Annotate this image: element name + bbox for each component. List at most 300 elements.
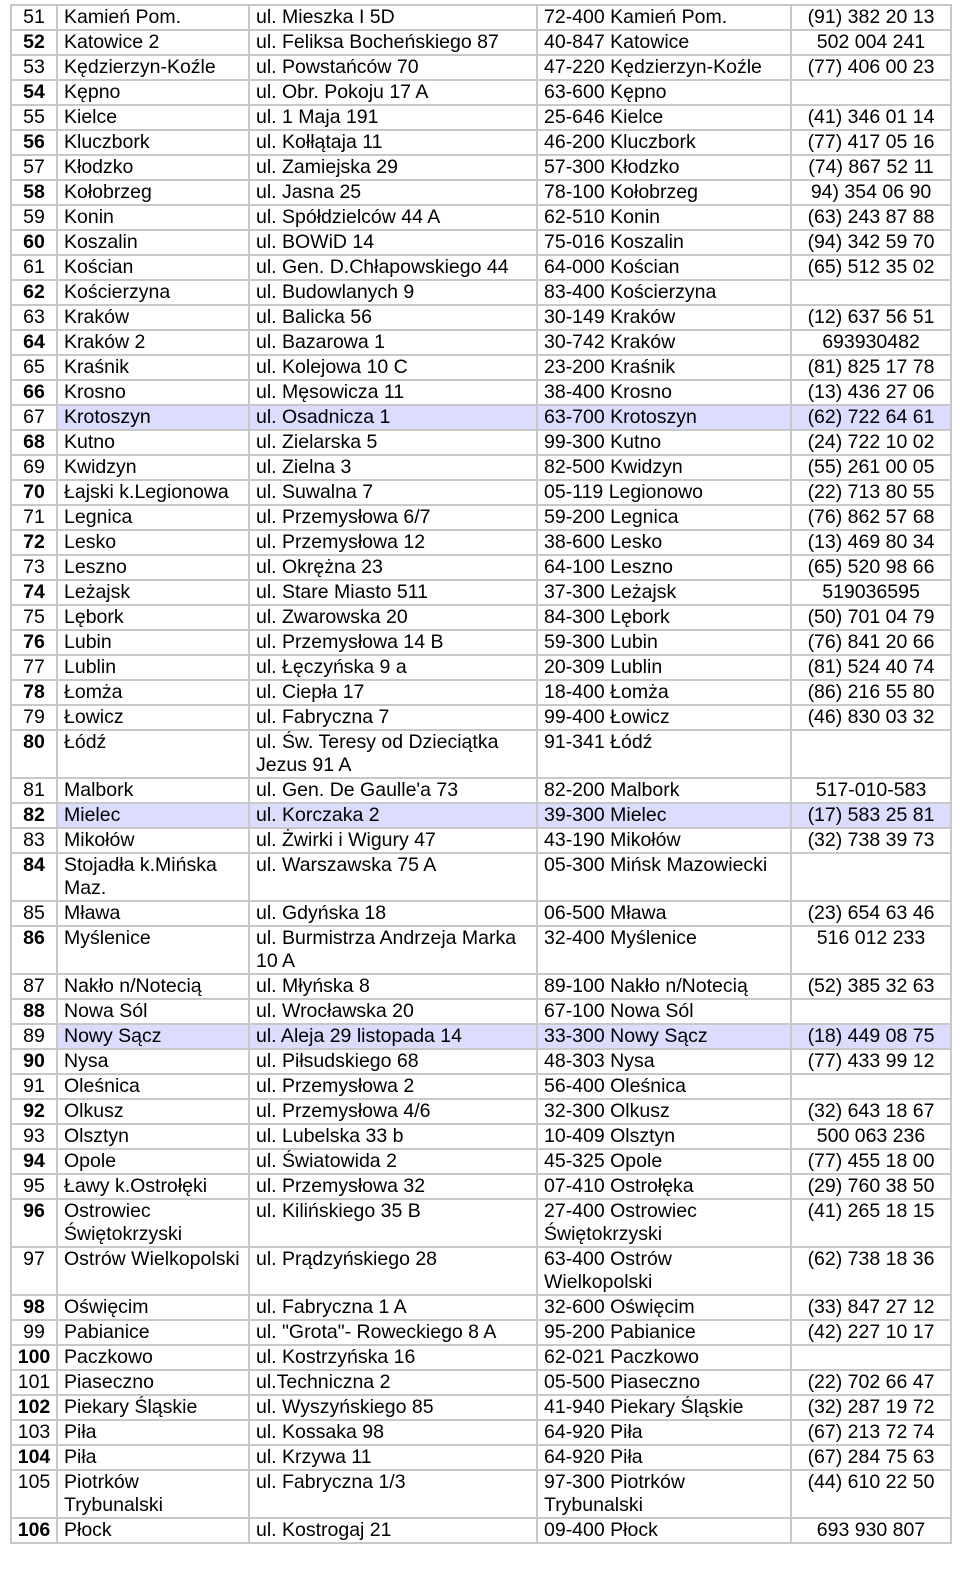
postal-city-cell: 45-325 Opole <box>537 1149 791 1174</box>
phone-cell: (29) 760 38 50 <box>791 1174 951 1199</box>
table-row <box>11 655 951 680</box>
row-number-cell: 98 <box>11 1295 57 1320</box>
row-number-cell: 63 <box>11 305 57 330</box>
postal-city-cell: 67-100 Nowa Sól <box>537 999 791 1024</box>
table-row <box>11 130 951 155</box>
postal-city-cell: 89-100 Nakło n/Notecią <box>537 974 791 999</box>
row-number-cell: 52 <box>11 30 57 55</box>
street-cell: ul. Św. Teresy od Dzieciątka Jezus 91 A <box>249 730 537 778</box>
city-cell: Mikołów <box>57 828 249 853</box>
postal-city-cell: 30-149 Kraków <box>537 305 791 330</box>
city-cell: Kędzierzyn-Koźle <box>57 55 249 80</box>
street-cell: ul. Łęczyńska 9 a <box>249 655 537 680</box>
street-cell: ul. Gen. D.Chłapowskiego 44 <box>249 255 537 280</box>
table-row <box>11 380 951 405</box>
street-cell: ul. Aleja 29 listopada 14 <box>249 1024 537 1049</box>
postal-city-cell: 63-600 Kępno <box>537 80 791 105</box>
street-cell: ul. Przemysłowa 6/7 <box>249 505 537 530</box>
postal-city-cell: 62-021 Paczkowo <box>537 1345 791 1370</box>
table-row <box>11 305 951 330</box>
street-cell: ul. Balicka 56 <box>249 305 537 330</box>
branch-address-table <box>10 4 952 1544</box>
postal-city-cell: 47-220 Kędzierzyn-Koźle <box>537 55 791 80</box>
city-cell: Kołobrzeg <box>57 180 249 205</box>
postal-city-cell: 63-400 Ostrów Wielkopolski <box>537 1247 791 1295</box>
city-cell: Malbork <box>57 778 249 803</box>
phone-cell <box>791 1074 951 1099</box>
city-cell: Płock <box>57 1518 249 1543</box>
postal-city-cell: 32-600 Oświęcim <box>537 1295 791 1320</box>
postal-city-cell: 40-847 Katowice <box>537 30 791 55</box>
row-number-cell: 94 <box>11 1149 57 1174</box>
postal-city-cell: 59-300 Lubin <box>537 630 791 655</box>
table-row <box>11 605 951 630</box>
row-number-cell: 58 <box>11 180 57 205</box>
postal-city-cell: 09-400 Płock <box>537 1518 791 1543</box>
table-row <box>11 630 951 655</box>
phone-cell <box>791 1345 951 1370</box>
city-cell: Ostrowiec Świętokrzyski <box>57 1199 249 1247</box>
street-cell: ul. Bazarowa 1 <box>249 330 537 355</box>
street-cell: ul. Zamiejska 29 <box>249 155 537 180</box>
phone-cell: (62) 738 18 36 <box>791 1247 951 1295</box>
row-number-cell: 102 <box>11 1395 57 1420</box>
city-cell: Nysa <box>57 1049 249 1074</box>
city-cell: Mielec <box>57 803 249 828</box>
table-row <box>11 205 951 230</box>
row-number-cell: 78 <box>11 680 57 705</box>
city-cell: Koszalin <box>57 230 249 255</box>
phone-cell: (77) 406 00 23 <box>791 55 951 80</box>
row-number-cell: 83 <box>11 828 57 853</box>
postal-city-cell: 62-510 Konin <box>537 205 791 230</box>
street-cell: ul. Męsowicza 11 <box>249 380 537 405</box>
table-row <box>11 405 951 430</box>
street-cell: ul. Prądzyńskiego 28 <box>249 1247 537 1295</box>
street-cell: ul. Burmistrza Andrzeja Marka 10 A <box>249 926 537 974</box>
city-cell: Ławy k.Ostrołęki <box>57 1174 249 1199</box>
postal-city-cell: 82-500 Kwidzyn <box>537 455 791 480</box>
street-cell: ul. Stare Miasto 511 <box>249 580 537 605</box>
phone-cell: 693 930 807 <box>791 1518 951 1543</box>
street-cell: ul. Zielarska 5 <box>249 430 537 455</box>
table-row <box>11 1124 951 1149</box>
row-number-cell: 68 <box>11 430 57 455</box>
postal-city-cell: 64-920 Piła <box>537 1420 791 1445</box>
street-cell: ul. Feliksa Bocheńskiego 87 <box>249 30 537 55</box>
postal-city-cell: 48-303 Nysa <box>537 1049 791 1074</box>
table-row <box>11 255 951 280</box>
postal-city-cell: 64-920 Piła <box>537 1445 791 1470</box>
city-cell: Kluczbork <box>57 130 249 155</box>
table-row <box>11 1247 951 1295</box>
phone-cell: (44) 610 22 50 <box>791 1470 951 1518</box>
table-row <box>11 705 951 730</box>
table-body <box>11 5 951 1543</box>
table-row <box>11 1049 951 1074</box>
row-number-cell: 73 <box>11 555 57 580</box>
street-cell: ul. Kołłątaja 11 <box>249 130 537 155</box>
postal-city-cell: 95-200 Pabianice <box>537 1320 791 1345</box>
street-cell: ul. Lubelska 33 b <box>249 1124 537 1149</box>
row-number-cell: 89 <box>11 1024 57 1049</box>
row-number-cell: 55 <box>11 105 57 130</box>
table-row <box>11 1295 951 1320</box>
phone-cell <box>791 280 951 305</box>
city-cell: Nakło n/Notecią <box>57 974 249 999</box>
phone-cell: 693930482 <box>791 330 951 355</box>
postal-city-cell: 23-200 Kraśnik <box>537 355 791 380</box>
row-number-cell: 62 <box>11 280 57 305</box>
row-number-cell: 101 <box>11 1370 57 1395</box>
phone-cell: (77) 455 18 00 <box>791 1149 951 1174</box>
city-cell: Opole <box>57 1149 249 1174</box>
table-row <box>11 1174 951 1199</box>
phone-cell: (52) 385 32 63 <box>791 974 951 999</box>
table-row <box>11 1345 951 1370</box>
row-number-cell: 56 <box>11 130 57 155</box>
row-number-cell: 80 <box>11 730 57 778</box>
street-cell: ul. Młyńska 8 <box>249 974 537 999</box>
phone-cell: (32) 287 19 72 <box>791 1395 951 1420</box>
postal-city-cell: 25-646 Kielce <box>537 105 791 130</box>
row-number-cell: 82 <box>11 803 57 828</box>
phone-cell: (86) 216 55 80 <box>791 680 951 705</box>
table-row <box>11 80 951 105</box>
street-cell: ul. Żwirki i Wigury 47 <box>249 828 537 853</box>
phone-cell: (32) 643 18 67 <box>791 1099 951 1124</box>
street-cell: ul. Obr. Pokoju 17 A <box>249 80 537 105</box>
city-cell: Kielce <box>57 105 249 130</box>
table-row <box>11 105 951 130</box>
street-cell: ul. Suwalna 7 <box>249 480 537 505</box>
table-row <box>11 555 951 580</box>
street-cell: ul. Przemysłowa 14 B <box>249 630 537 655</box>
street-cell: ul. Światowida 2 <box>249 1149 537 1174</box>
phone-cell: (67) 213 72 74 <box>791 1420 951 1445</box>
city-cell: Kwidzyn <box>57 455 249 480</box>
city-cell: Piekary Śląskie <box>57 1395 249 1420</box>
row-number-cell: 92 <box>11 1099 57 1124</box>
street-cell: ul. Okrężna 23 <box>249 555 537 580</box>
phone-cell: (32) 738 39 73 <box>791 828 951 853</box>
city-cell: Myślenice <box>57 926 249 974</box>
street-cell: ul. BOWiD 14 <box>249 230 537 255</box>
phone-cell: (22) 713 80 55 <box>791 480 951 505</box>
phone-cell: (18) 449 08 75 <box>791 1024 951 1049</box>
city-cell: Olkusz <box>57 1099 249 1124</box>
table-row <box>11 778 951 803</box>
postal-city-cell: 99-300 Kutno <box>537 430 791 455</box>
table-row <box>11 1024 951 1049</box>
table-row <box>11 828 951 853</box>
row-number-cell: 53 <box>11 55 57 80</box>
phone-cell: (46) 830 03 32 <box>791 705 951 730</box>
city-cell: Łowicz <box>57 705 249 730</box>
row-number-cell: 64 <box>11 330 57 355</box>
city-cell: Stojadła k.Mińska Maz. <box>57 853 249 901</box>
phone-cell: (41) 265 18 15 <box>791 1199 951 1247</box>
street-cell: ul. Zwarowska 20 <box>249 605 537 630</box>
postal-city-cell: 75-016 Koszalin <box>537 230 791 255</box>
street-cell: ul. Powstańców 70 <box>249 55 537 80</box>
row-number-cell: 71 <box>11 505 57 530</box>
street-cell: ul. Kostrogaj 21 <box>249 1518 537 1543</box>
row-number-cell: 61 <box>11 255 57 280</box>
city-cell: Mława <box>57 901 249 926</box>
phone-cell <box>791 730 951 778</box>
row-number-cell: 90 <box>11 1049 57 1074</box>
table-row <box>11 430 951 455</box>
street-cell: ul. Fabryczna 7 <box>249 705 537 730</box>
phone-cell: (81) 524 40 74 <box>791 655 951 680</box>
postal-city-cell: 32-300 Olkusz <box>537 1099 791 1124</box>
phone-cell <box>791 80 951 105</box>
row-number-cell: 75 <box>11 605 57 630</box>
city-cell: Paczkowo <box>57 1345 249 1370</box>
table-row <box>11 1199 951 1247</box>
city-cell: Piła <box>57 1445 249 1470</box>
street-cell: ul. Warszawska 75 A <box>249 853 537 901</box>
table-row <box>11 1470 951 1518</box>
phone-cell: (41) 346 01 14 <box>791 105 951 130</box>
postal-city-cell: 18-400 Łomża <box>537 680 791 705</box>
row-number-cell: 76 <box>11 630 57 655</box>
phone-cell: (23) 654 63 46 <box>791 901 951 926</box>
phone-cell: 94) 354 06 90 <box>791 180 951 205</box>
street-cell: ul. Osadnicza 1 <box>249 405 537 430</box>
postal-city-cell: 72-400 Kamień Pom. <box>537 5 791 30</box>
row-number-cell: 70 <box>11 480 57 505</box>
table-row <box>11 680 951 705</box>
city-cell: Piotrków Trybunalski <box>57 1470 249 1518</box>
postal-city-cell: 56-400 Oleśnica <box>537 1074 791 1099</box>
phone-cell: (17) 583 25 81 <box>791 803 951 828</box>
street-cell: ul. Przemysłowa 2 <box>249 1074 537 1099</box>
city-cell: Nowa Sól <box>57 999 249 1024</box>
street-cell: ul. Fabryczna 1 A <box>249 1295 537 1320</box>
table-row <box>11 730 951 778</box>
city-cell: Lębork <box>57 605 249 630</box>
table-row <box>11 505 951 530</box>
row-number-cell: 86 <box>11 926 57 974</box>
street-cell: ul. 1 Maja 191 <box>249 105 537 130</box>
row-number-cell: 106 <box>11 1518 57 1543</box>
postal-city-cell: 83-400 Kościerzyna <box>537 280 791 305</box>
phone-cell: (12) 637 56 51 <box>791 305 951 330</box>
postal-city-cell: 38-400 Krosno <box>537 380 791 405</box>
street-cell: ul. Zielna 3 <box>249 455 537 480</box>
phone-cell: (65) 520 98 66 <box>791 555 951 580</box>
postal-city-cell: 39-300 Mielec <box>537 803 791 828</box>
street-cell: ul. "Grota"- Roweckiego 8 A <box>249 1320 537 1345</box>
city-cell: Ostrów Wielkopolski <box>57 1247 249 1295</box>
phone-cell: (77) 417 05 16 <box>791 130 951 155</box>
phone-cell <box>791 853 951 901</box>
street-cell: ul. Gdyńska 18 <box>249 901 537 926</box>
row-number-cell: 81 <box>11 778 57 803</box>
postal-city-cell: 05-300 Mińsk Mazowiecki <box>537 853 791 901</box>
table-row <box>11 280 951 305</box>
phone-cell: (76) 862 57 68 <box>791 505 951 530</box>
phone-cell: (50) 701 04 79 <box>791 605 951 630</box>
street-cell: ul. Piłsudskiego 68 <box>249 1049 537 1074</box>
city-cell: Oleśnica <box>57 1074 249 1099</box>
postal-city-cell: 05-119 Legionowo <box>537 480 791 505</box>
street-cell: ul. Kossaka 98 <box>249 1420 537 1445</box>
row-number-cell: 103 <box>11 1420 57 1445</box>
phone-cell: (55) 261 00 05 <box>791 455 951 480</box>
phone-cell: (42) 227 10 17 <box>791 1320 951 1345</box>
city-cell: Pabianice <box>57 1320 249 1345</box>
row-number-cell: 84 <box>11 853 57 901</box>
city-cell: Legnica <box>57 505 249 530</box>
table-row <box>11 155 951 180</box>
postal-city-cell: 32-400 Myślenice <box>537 926 791 974</box>
row-number-cell: 100 <box>11 1345 57 1370</box>
city-cell: Łomża <box>57 680 249 705</box>
postal-city-cell: 64-000 Kościan <box>537 255 791 280</box>
city-cell: Olsztyn <box>57 1124 249 1149</box>
row-number-cell: 105 <box>11 1470 57 1518</box>
city-cell: Kraków 2 <box>57 330 249 355</box>
row-number-cell: 67 <box>11 405 57 430</box>
postal-city-cell: 41-940 Piekary Śląskie <box>537 1395 791 1420</box>
city-cell: Kraków <box>57 305 249 330</box>
city-cell: Łódź <box>57 730 249 778</box>
row-number-cell: 87 <box>11 974 57 999</box>
table-row <box>11 1445 951 1470</box>
street-cell: ul. Fabryczna 1/3 <box>249 1470 537 1518</box>
table-row <box>11 30 951 55</box>
table-row <box>11 355 951 380</box>
table-row <box>11 55 951 80</box>
street-cell: ul. Gen. De Gaulle'a 73 <box>249 778 537 803</box>
street-cell: ul. Mieszka I 5D <box>249 5 537 30</box>
postal-city-cell: 10-409 Olsztyn <box>537 1124 791 1149</box>
phone-cell: 502 004 241 <box>791 30 951 55</box>
street-cell: ul. Krzywa 11 <box>249 1445 537 1470</box>
table-row <box>11 974 951 999</box>
street-cell: ul.Techniczna 2 <box>249 1370 537 1395</box>
phone-cell: 516 012 233 <box>791 926 951 974</box>
postal-city-cell: 07-410 Ostrołęka <box>537 1174 791 1199</box>
street-cell: ul. Wyszyńskiego 85 <box>249 1395 537 1420</box>
phone-cell: (62) 722 64 61 <box>791 405 951 430</box>
table-row <box>11 1395 951 1420</box>
phone-cell: (91) 382 20 13 <box>791 5 951 30</box>
phone-cell: (94) 342 59 70 <box>791 230 951 255</box>
street-cell: ul. Jasna 25 <box>249 180 537 205</box>
city-cell: Piła <box>57 1420 249 1445</box>
city-cell: Leszno <box>57 555 249 580</box>
row-number-cell: 85 <box>11 901 57 926</box>
phone-cell: (76) 841 20 66 <box>791 630 951 655</box>
phone-cell: (22) 702 66 47 <box>791 1370 951 1395</box>
row-number-cell: 72 <box>11 530 57 555</box>
row-number-cell: 99 <box>11 1320 57 1345</box>
postal-city-cell: 38-600 Lesko <box>537 530 791 555</box>
row-number-cell: 91 <box>11 1074 57 1099</box>
table-row <box>11 1370 951 1395</box>
phone-cell: (33) 847 27 12 <box>791 1295 951 1320</box>
phone-cell: 519036595 <box>791 580 951 605</box>
postal-city-cell: 82-200 Malbork <box>537 778 791 803</box>
city-cell: Leżajsk <box>57 580 249 605</box>
phone-cell: (77) 433 99 12 <box>791 1049 951 1074</box>
city-cell: Piaseczno <box>57 1370 249 1395</box>
postal-city-cell: 20-309 Lublin <box>537 655 791 680</box>
table-row <box>11 580 951 605</box>
row-number-cell: 69 <box>11 455 57 480</box>
table-row <box>11 999 951 1024</box>
city-cell: Kamień Pom. <box>57 5 249 30</box>
row-number-cell: 104 <box>11 1445 57 1470</box>
row-number-cell: 51 <box>11 5 57 30</box>
street-cell: ul. Kolejowa 10 C <box>249 355 537 380</box>
row-number-cell: 93 <box>11 1124 57 1149</box>
street-cell: ul. Budowlanych 9 <box>249 280 537 305</box>
postal-city-cell: 84-300 Lębork <box>537 605 791 630</box>
table-row <box>11 1420 951 1445</box>
postal-city-cell: 37-300 Leżajsk <box>537 580 791 605</box>
phone-cell: (67) 284 75 63 <box>791 1445 951 1470</box>
row-number-cell: 97 <box>11 1247 57 1295</box>
row-number-cell: 95 <box>11 1174 57 1199</box>
postal-city-cell: 33-300 Nowy Sącz <box>537 1024 791 1049</box>
phone-cell: 517-010-583 <box>791 778 951 803</box>
phone-cell: (63) 243 87 88 <box>791 205 951 230</box>
table-row <box>11 853 951 901</box>
table-row <box>11 530 951 555</box>
table-row <box>11 1099 951 1124</box>
row-number-cell: 57 <box>11 155 57 180</box>
postal-city-cell: 30-742 Kraków <box>537 330 791 355</box>
phone-cell: (13) 436 27 06 <box>791 380 951 405</box>
postal-city-cell: 91-341 Łódź <box>537 730 791 778</box>
street-cell: ul. Ciepła 17 <box>249 680 537 705</box>
postal-city-cell: 97-300 Piotrków Trybunalski <box>537 1470 791 1518</box>
row-number-cell: 79 <box>11 705 57 730</box>
table-row <box>11 901 951 926</box>
postal-city-cell: 46-200 Kluczbork <box>537 130 791 155</box>
street-cell: ul. Spółdzielców 44 A <box>249 205 537 230</box>
city-cell: Nowy Sącz <box>57 1024 249 1049</box>
row-number-cell: 74 <box>11 580 57 605</box>
table-row <box>11 5 951 30</box>
table-row <box>11 1149 951 1174</box>
city-cell: Krotoszyn <box>57 405 249 430</box>
postal-city-cell: 78-100 Kołobrzeg <box>537 180 791 205</box>
row-number-cell: 88 <box>11 999 57 1024</box>
street-cell: ul. Korczaka 2 <box>249 803 537 828</box>
phone-cell: (13) 469 80 34 <box>791 530 951 555</box>
street-cell: ul. Przemysłowa 4/6 <box>249 1099 537 1124</box>
street-cell: ul. Kilińskiego 35 B <box>249 1199 537 1247</box>
table-row <box>11 803 951 828</box>
city-cell: Kościan <box>57 255 249 280</box>
city-cell: Lesko <box>57 530 249 555</box>
city-cell: Lublin <box>57 655 249 680</box>
street-cell: ul. Przemysłowa 12 <box>249 530 537 555</box>
city-cell: Kościerzyna <box>57 280 249 305</box>
phone-cell: (81) 825 17 78 <box>791 355 951 380</box>
postal-city-cell: 63-700 Krotoszyn <box>537 405 791 430</box>
postal-city-cell: 57-300 Kłodzko <box>537 155 791 180</box>
table-row <box>11 230 951 255</box>
phone-cell: (74) 867 52 11 <box>791 155 951 180</box>
city-cell: Krosno <box>57 380 249 405</box>
